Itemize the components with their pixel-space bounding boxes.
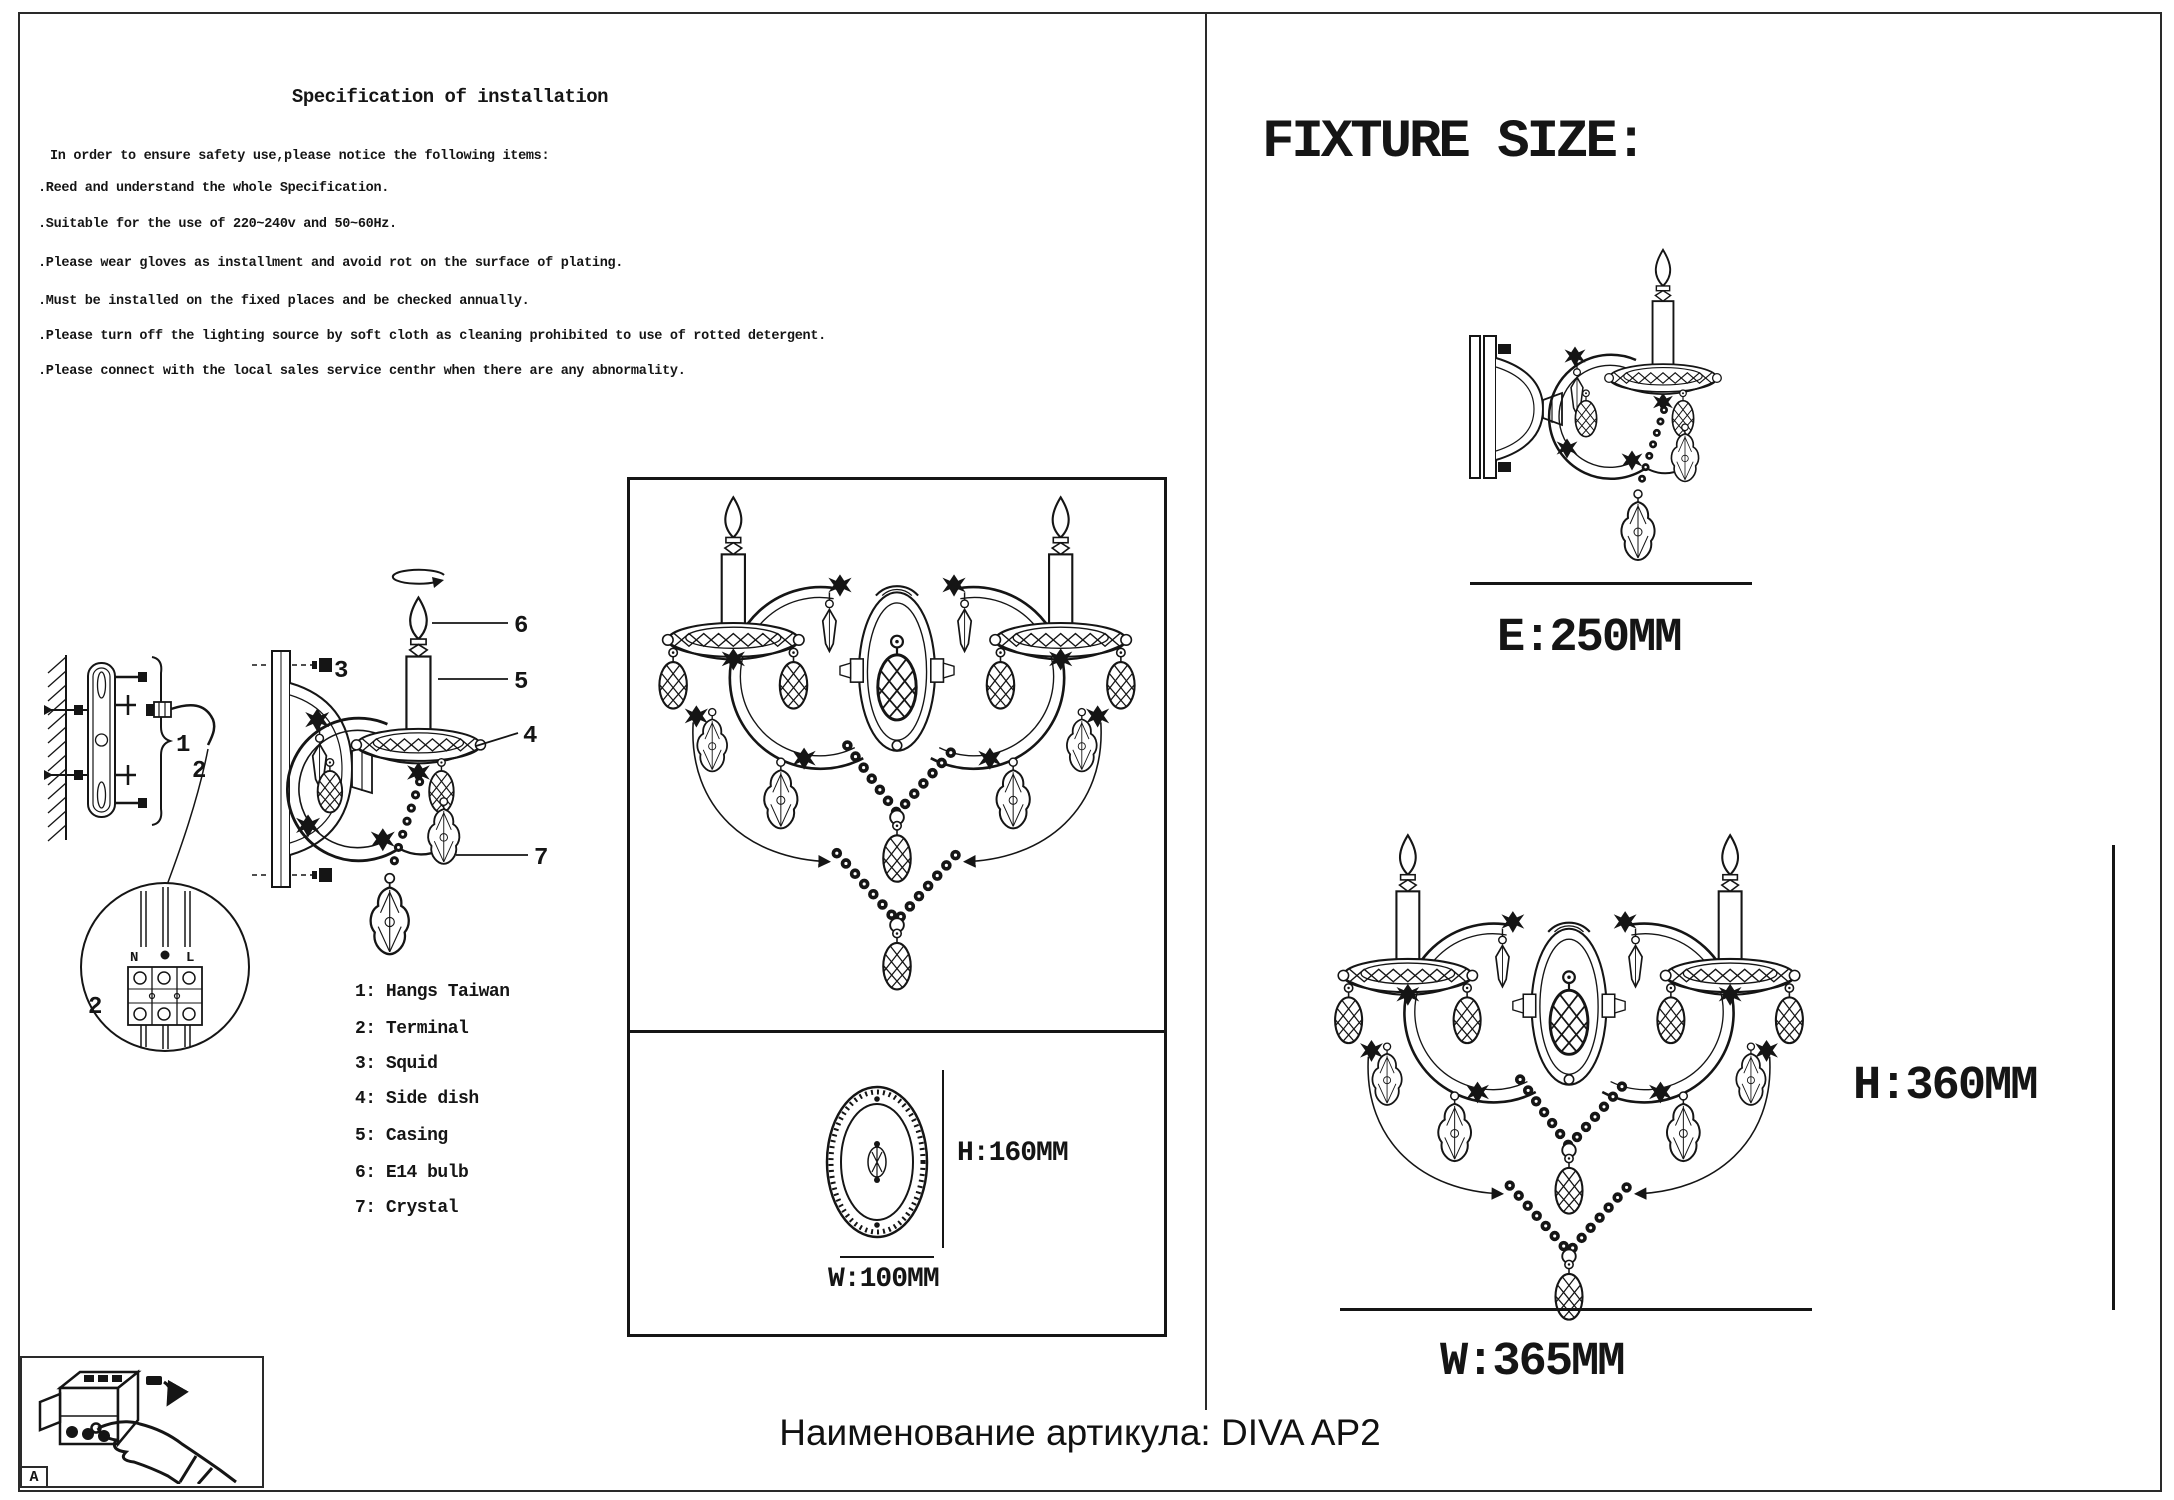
extension-label: E:250MM xyxy=(1497,612,1681,665)
backplate-oval-diagram xyxy=(822,1082,932,1242)
backplate-width-dim-line xyxy=(840,1256,934,1258)
callout-6: 6 xyxy=(514,613,529,640)
box-divider-line xyxy=(627,1030,1167,1033)
parts-item: 1: Hangs Taiwan xyxy=(355,982,510,1002)
terminal-detail xyxy=(81,883,249,1051)
spec-item: .Please turn off the lighting source by soft cloth as cleaning prohibited to use of rotted detergent. xyxy=(38,329,826,344)
backplate-width-label: W:100MM xyxy=(828,1264,939,1295)
spec-item: .Please wear gloves as installment and avoid rot on the surface of plating. xyxy=(38,256,624,271)
backplate-height-label: H:160MM xyxy=(957,1138,1068,1169)
press-arrow-icon xyxy=(146,1376,171,1404)
parts-item: 4: Side dish xyxy=(355,1089,479,1109)
rotation-arrow-icon xyxy=(393,570,444,588)
article-caption: Наименование артикула: DIVA AP2 xyxy=(779,1412,1381,1453)
front-view-sconce-dimensioned xyxy=(1309,830,1829,1329)
wire-label-n: N xyxy=(130,950,139,966)
backplate-height-dim-line xyxy=(942,1070,944,1248)
width-dim-line xyxy=(1340,1308,1812,1311)
callout-1: 1 xyxy=(176,732,191,759)
parts-item: 7: Crystal xyxy=(355,1198,459,1218)
parts-item: 6: E14 bulb xyxy=(355,1163,469,1183)
parts-item: 3: Squid xyxy=(355,1054,438,1074)
callout-7: 7 xyxy=(534,845,549,872)
callout-3: 3 xyxy=(334,658,349,685)
extension-dim-line xyxy=(1470,582,1752,585)
parts-item: 2: Terminal xyxy=(355,1019,469,1039)
backplate-exploded xyxy=(252,651,372,887)
spec-title: Specification of installation xyxy=(291,86,609,108)
front-view-sconce-large xyxy=(633,492,1161,999)
corner-label: A xyxy=(20,1466,48,1488)
parts-item: 5: Casing xyxy=(355,1126,448,1146)
spec-item: .Please connect with the local sales service centhr when there are any abnormality. xyxy=(38,364,686,379)
spec-item: .Must be installed on the fixed places and be checked annually. xyxy=(38,294,530,309)
height-dim-line xyxy=(2112,845,2115,1310)
hand-press-box xyxy=(20,1356,264,1488)
spec-intro: In order to ensure safety use,please notice the following items: xyxy=(50,149,550,164)
callout-2: 2 xyxy=(192,758,207,785)
ground-dot-icon xyxy=(161,951,170,960)
spec-item: .Reed and understand the whole Specification. xyxy=(38,181,390,196)
installation-diagram xyxy=(40,555,585,1115)
fixture-size-heading: FIXTURE SIZE: xyxy=(1262,112,1645,173)
mounting-strap xyxy=(88,663,147,817)
hand-press-illustration xyxy=(22,1358,262,1484)
callout-5: 5 xyxy=(514,669,529,696)
arm-assembly xyxy=(287,598,485,955)
brace xyxy=(152,657,170,825)
side-view-sconce xyxy=(1440,232,1750,582)
spec-item: .Suitable for the use of 220~240v and 50~60Hz. xyxy=(38,217,397,232)
height-label: H:360MM xyxy=(1853,1060,2037,1113)
section-divider-line xyxy=(1205,14,1207,1410)
callout-2-detail: 2 xyxy=(88,994,103,1021)
callout-4: 4 xyxy=(523,723,538,750)
wire-label-l: L xyxy=(186,950,195,966)
width-label: W:365MM xyxy=(1440,1336,1624,1389)
